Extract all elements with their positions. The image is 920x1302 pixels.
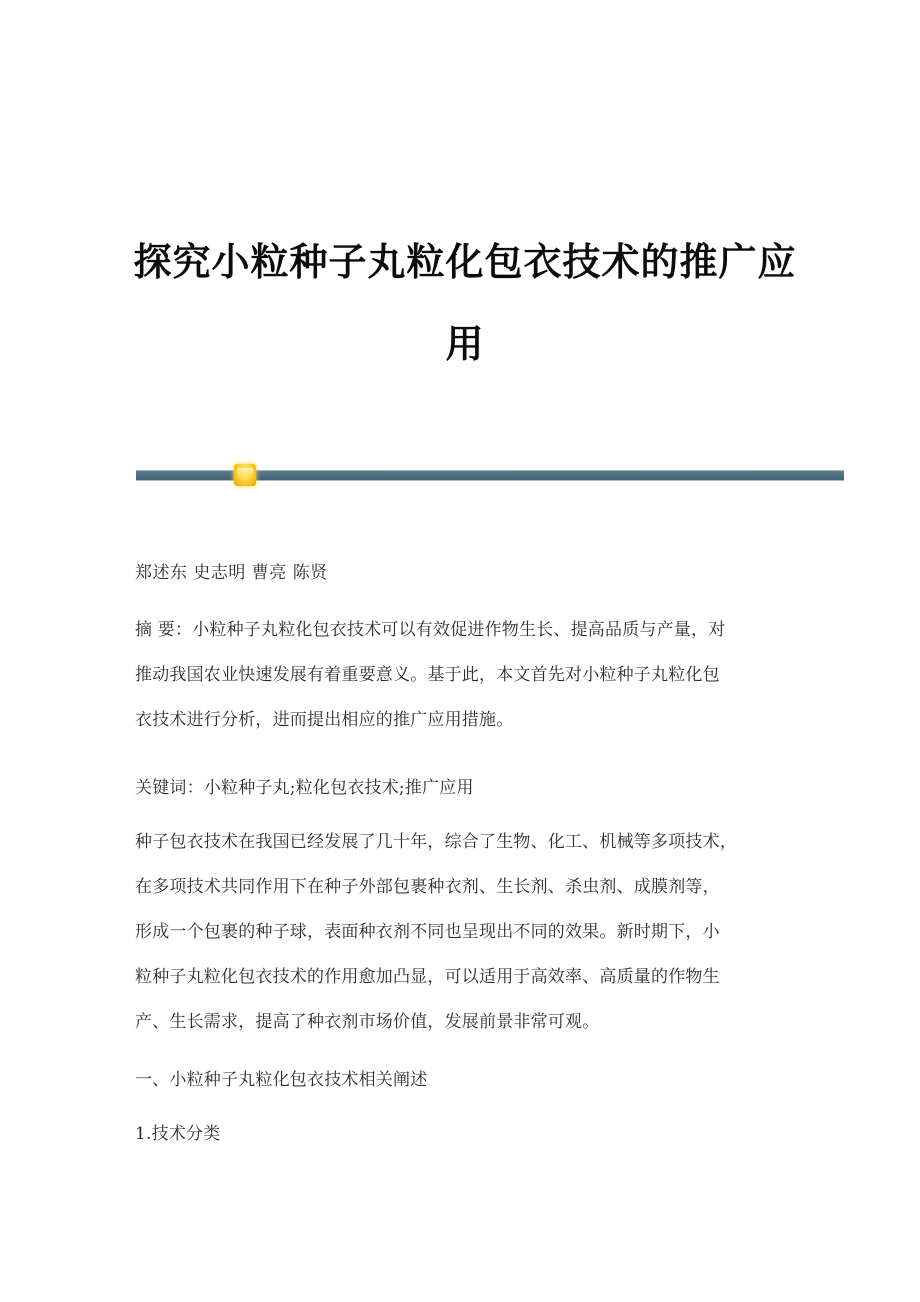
subsection-heading-text: 1.技术分类 — [135, 1124, 221, 1144]
subsection-heading-one — [135, 1112, 797, 1157]
decorative-divider — [136, 464, 844, 486]
abstract-line: 推动我国农业快速发展有着重要意义。基于此，本文首先对小粒种子丸粒化包 — [135, 665, 720, 685]
body-line: 种子包衣技术在我国已经发展了几十年，综合了生物、化工、机械等多项技术， — [135, 832, 737, 852]
section-heading-one — [135, 1058, 797, 1103]
gold-gem-ornament-icon — [234, 464, 256, 486]
body-line: 粒种子丸粒化包衣技术的作用愈加凸显，可以适用于高效率、高质量的作物生 — [135, 967, 720, 987]
abstract-line: 衣技术进行分析，进而提出相应的推广应用措施。 — [135, 710, 514, 730]
keywords-line: 关键词：小粒种子丸;粒化包衣技术;推广应用 — [135, 778, 474, 798]
body-paragraph — [135, 820, 797, 1045]
body-line: 产、生长需求，提高了种衣剂市场价值，发展前景非常可观。 — [135, 1012, 600, 1032]
keywords-paragraph — [135, 766, 797, 811]
abstract-line: 摘 要：小粒种子丸粒化包衣技术可以有效促进作物生长、提高品质与产量，对 — [135, 620, 726, 640]
section-heading-text: 一、小粒种子丸粒化包衣技术相关阐述 — [135, 1070, 428, 1090]
author-list: 郑述东 史志明 曹亮 陈贤 — [135, 563, 328, 583]
page-title: 探究小粒种子丸粒化包衣技术的推广应用 — [133, 239, 797, 367]
body-line: 形成一个包裹的种子球，表面种衣剂不同也呈现出不同的效果。新时期下，小 — [135, 922, 720, 942]
body-line: 在多项技术共同作用下在种子外部包裹种衣剂、生长剂、杀虫剂、成膜剂等， — [135, 877, 720, 897]
abstract-paragraph — [135, 608, 797, 743]
